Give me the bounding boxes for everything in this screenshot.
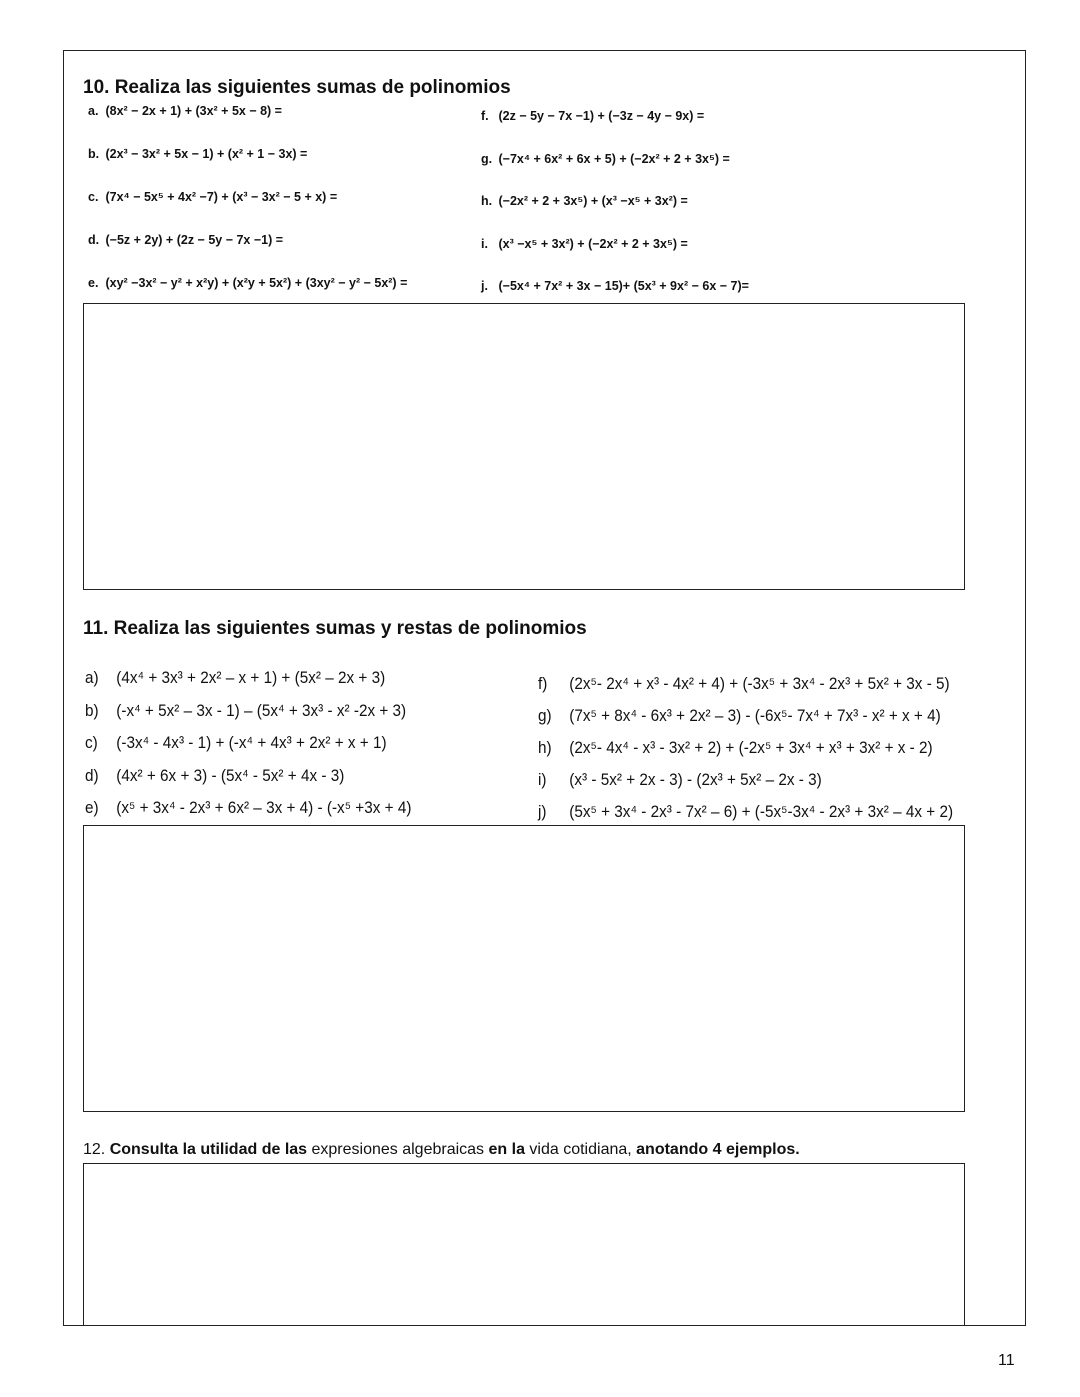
exercise-c bbox=[85, 733, 387, 753]
answer-box-12[interactable] bbox=[83, 1163, 965, 1326]
q12-text-2: vida cotidiana, bbox=[524, 1141, 637, 1158]
exercise-label: e) bbox=[85, 798, 99, 817]
exercise-expression: (-x⁴ + 5x² – 3x - 1) – (5x⁴ + 3x³ - x² -2x + 3) bbox=[116, 700, 407, 720]
exercise-f bbox=[481, 109, 704, 123]
exercise-j bbox=[481, 279, 749, 293]
exercise-j bbox=[538, 802, 953, 822]
exercise-expression: (2x⁵- 2x⁴ + x³ - 4x² + 4) + (-3x⁵ + 3x⁴ - 2x³ + 5x² + 3x - 5) bbox=[569, 674, 950, 693]
exercise-expression: (x³ −x⁵ + 3x²) + (−2x² + 2 + 3x⁵) = bbox=[498, 236, 688, 251]
exercise-label: j) bbox=[538, 802, 547, 821]
exercise-d bbox=[85, 766, 344, 786]
exercise-expression: (2x³ − 3x² + 5x − 1) + (x² + 1 − 3x) = bbox=[105, 147, 308, 161]
exercise-a bbox=[85, 668, 385, 688]
exercise-label: d. bbox=[88, 233, 100, 247]
exercise-c bbox=[88, 190, 337, 204]
exercise-label: f. bbox=[481, 109, 489, 123]
section-11-title: 11. Realiza las siguientes sumas y restas de polinomios bbox=[83, 618, 587, 639]
exercise-expression: (7x⁴ − 5x⁵ + 4x² −7) + (x³ − 3x² − 5 + x) = bbox=[105, 190, 338, 204]
exercise-label: h) bbox=[538, 738, 552, 757]
exercise-f bbox=[538, 674, 950, 694]
exercise-label: b. bbox=[88, 147, 100, 161]
exercise-expression: (5x⁵ + 3x⁴ - 2x³ - 7x² – 6) + (-5x⁵-3x⁴ - 2x³ + 3x² – 4x + 2) bbox=[569, 802, 954, 821]
q12-bold-2: en la bbox=[488, 1141, 525, 1158]
exercise-h bbox=[538, 738, 933, 758]
exercise-label: c. bbox=[88, 190, 99, 204]
q12-bold-1: Consulta la utilidad de las bbox=[109, 1141, 308, 1158]
exercise-label: a. bbox=[88, 104, 99, 118]
exercise-expression: (2z − 5y − 7x −1) + (−3z − 4y − 9x) = bbox=[498, 109, 705, 123]
exercise-label: h. bbox=[481, 194, 493, 208]
exercise-expression: (x³ - 5x² + 2x - 3) - (2x³ + 5x² – 2x - 3) bbox=[569, 770, 822, 789]
exercise-expression: (-3x⁴ - 4x³ - 1) + (-x⁴ + 4x³ + 2x² + x + 1) bbox=[116, 733, 387, 752]
exercise-expression: (−5x⁴ + 7x² + 3x − 15)+ (5x³ + 9x² − 6x − 7)= bbox=[498, 279, 749, 293]
exercise-label: g) bbox=[538, 706, 552, 725]
exercise-label: b) bbox=[85, 700, 99, 720]
exercise-label: c) bbox=[85, 733, 98, 752]
page-number: 11 bbox=[998, 1352, 1015, 1369]
exercise-h bbox=[481, 194, 688, 208]
exercise-expression: (xy² −3x² − y² + x²y) + (x²y + 5x²) + (3xy² − y² − 5x²) = bbox=[105, 276, 408, 290]
exercise-i bbox=[538, 770, 822, 790]
q12-bold-3: anotando 4 ejemplos. bbox=[636, 1141, 800, 1158]
exercise-expression: (−7x⁴ + 6x² + 6x + 5) + (−2x² + 2 + 3x⁵) = bbox=[498, 151, 730, 166]
exercise-label: d) bbox=[85, 765, 99, 785]
exercise-label: i. bbox=[481, 236, 488, 251]
exercise-expression: (−5z + 2y) + (2z − 5y − 7x −1) = bbox=[105, 233, 284, 247]
exercise-b bbox=[88, 147, 307, 161]
exercise-expression: (4x² + 6x + 3) - (5x⁴ - 5x² + 4x - 3) bbox=[116, 765, 345, 785]
answer-box-11[interactable] bbox=[83, 825, 965, 1112]
q12-number: 12. bbox=[83, 1141, 110, 1158]
exercise-expression: (8x² − 2x + 1) + (3x² + 5x − 8) = bbox=[105, 104, 282, 118]
exercise-expression: (−2x² + 2 + 3x⁵) + (x³ −x⁵ + 3x²) = bbox=[498, 194, 688, 208]
q12-text-1: expresiones algebraicas bbox=[307, 1141, 489, 1158]
exercise-label: f) bbox=[538, 674, 548, 693]
answer-box-10[interactable] bbox=[83, 303, 965, 590]
exercise-label: g. bbox=[481, 151, 493, 166]
exercise-d bbox=[88, 233, 283, 247]
exercise-label: e. bbox=[88, 276, 99, 290]
section-10-title: 10. Realiza las siguientes sumas de polinomios bbox=[83, 77, 511, 98]
exercise-expression: (2x⁵- 4x⁴ - x³ - 3x² + 2) + (-2x⁵ + 3x⁴ + x³ + 3x² + x - 2) bbox=[569, 738, 933, 757]
exercise-g bbox=[481, 152, 730, 166]
exercise-e bbox=[85, 798, 411, 818]
exercise-e bbox=[88, 276, 407, 290]
exercise-label: j. bbox=[481, 279, 488, 293]
exercise-label: i) bbox=[538, 770, 547, 789]
exercise-expression: (x⁵ + 3x⁴ - 2x³ + 6x² – 3x + 4) - (-x⁵ +3x + 4) bbox=[116, 798, 412, 817]
exercise-g bbox=[538, 706, 941, 726]
exercise-a bbox=[88, 104, 282, 118]
exercise-b bbox=[85, 701, 406, 721]
exercise-expression: (7x⁵ + 8x⁴ - 6x³ + 2x² – 3) - (-6x⁵- 7x⁴ + 7x³ - x² + x + 4) bbox=[569, 706, 941, 725]
exercise-label: a) bbox=[85, 668, 99, 687]
exercise-i bbox=[481, 237, 688, 251]
exercise-expression: (4x⁴ + 3x³ + 2x² – x + 1) + (5x² – 2x + 3) bbox=[116, 668, 386, 687]
section-12-prompt bbox=[83, 1141, 800, 1159]
